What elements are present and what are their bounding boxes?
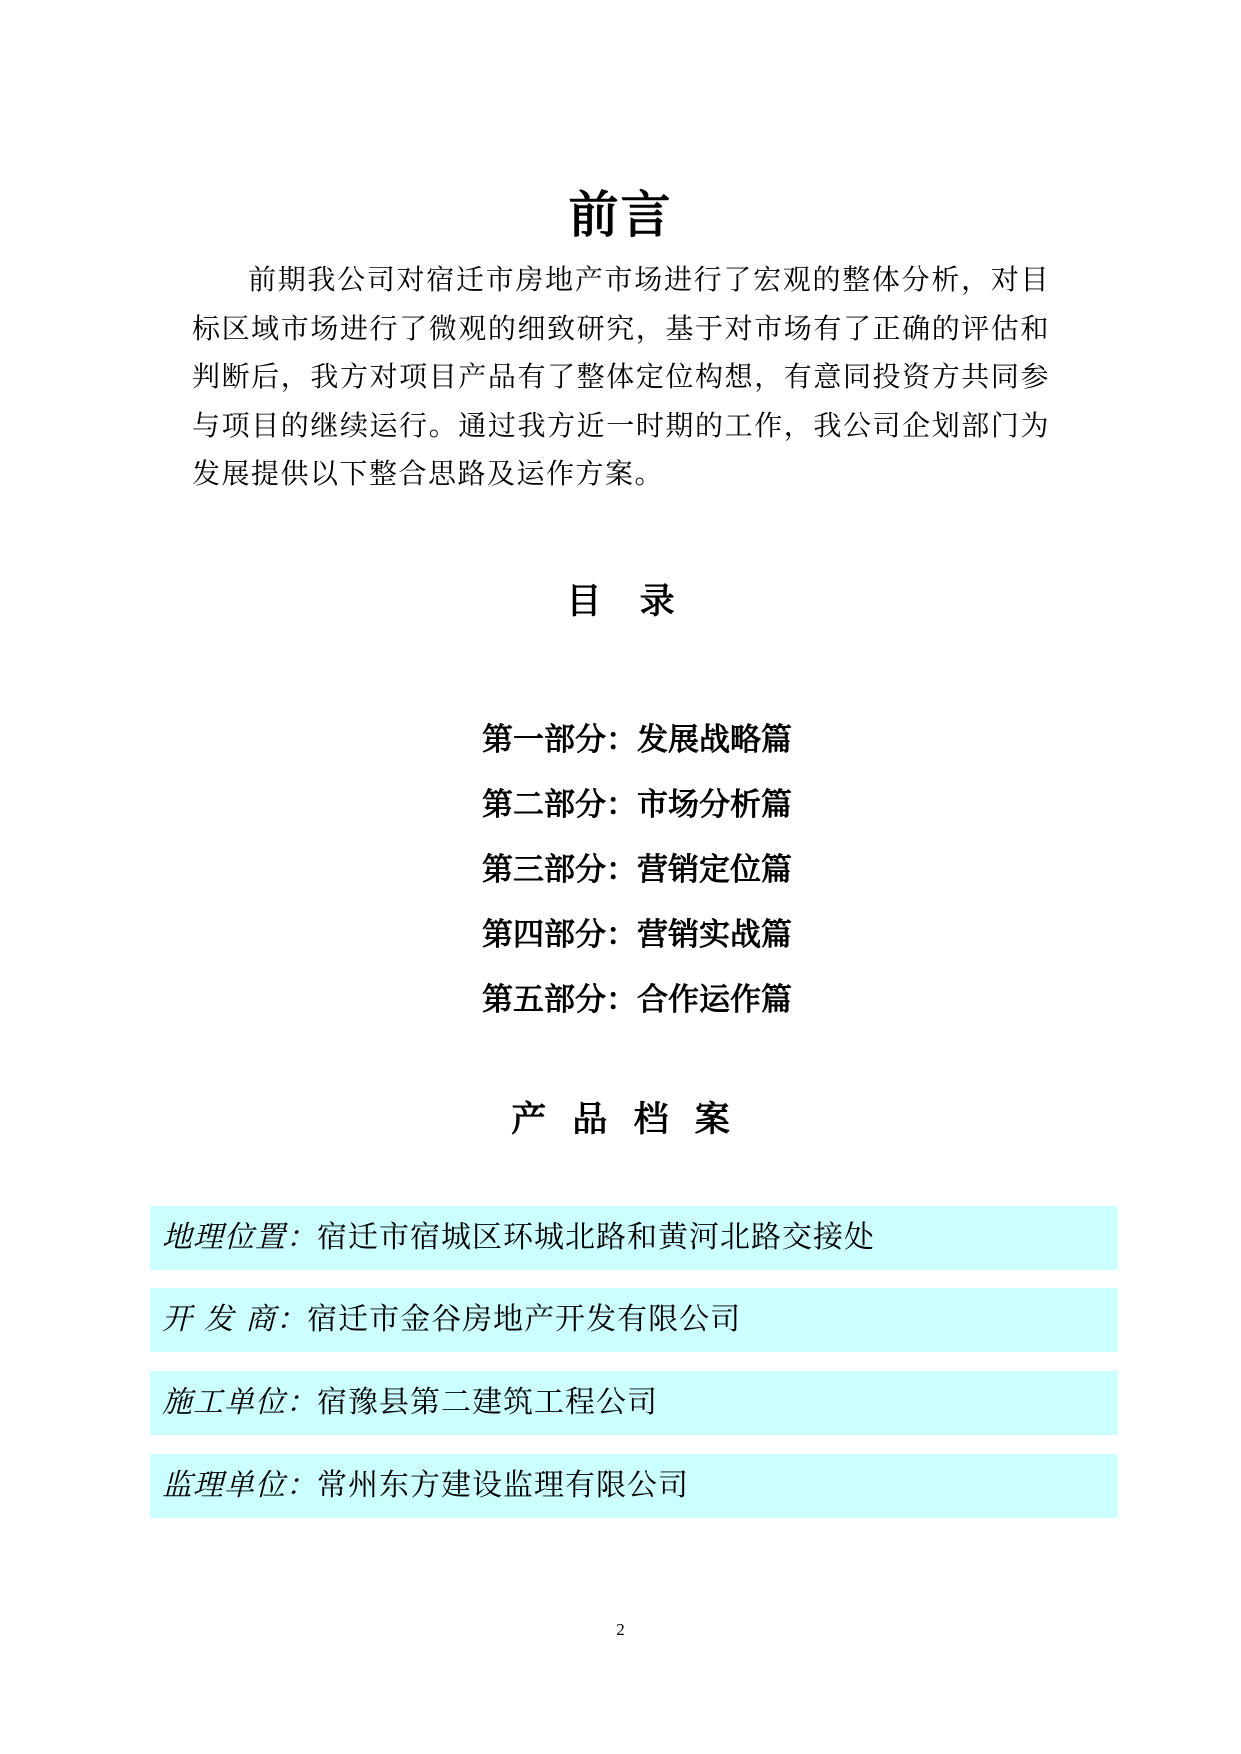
info-value-contractor: 宿豫县第二建筑工程公司 xyxy=(317,1385,658,1420)
toc-title: 目 录 xyxy=(566,582,675,622)
toc-item-part-4: 第四部分：营销实战篇 xyxy=(482,917,792,953)
info-label-developer: 开 发 商： xyxy=(162,1302,308,1337)
preface-body: 前期我公司对宿迁市房地产市场进行了宏观的整体分析，对目标区域市场进行了微观的细致研究，基于对市场有了正确的评估和判断后，我方对项目产品有了整体定位构想，有意同投资方共同参与项目的继续运行。通过我方近一时期的工作，我公司企划部门为发展提供以下整合思路及运作方案。 xyxy=(192,263,1050,490)
product-archive-title: 产 品 档 案 xyxy=(511,1100,730,1140)
info-label-contractor: 施工单位： xyxy=(162,1385,317,1420)
page-number: 2 xyxy=(616,1620,625,1639)
toc-list xyxy=(482,708,792,1033)
info-value-supervisor: 常州东方建设监理有限公司 xyxy=(317,1468,689,1503)
info-label-location: 地理位置： xyxy=(162,1220,317,1255)
info-label-supervisor: 监理单位： xyxy=(162,1468,317,1503)
info-value-developer: 宿迁市金谷房地产开发有限公司 xyxy=(307,1302,742,1337)
info-row-location xyxy=(150,1206,1118,1270)
info-row-supervisor xyxy=(150,1454,1118,1518)
info-row-contractor xyxy=(150,1371,1118,1435)
toc-item-part-5: 第五部分：合作运作篇 xyxy=(482,982,792,1018)
info-value-location: 宿迁市宿城区环城北路和黄河北路交接处 xyxy=(317,1220,875,1255)
info-row-developer xyxy=(150,1288,1118,1352)
toc-item-part-1: 第一部分：发展战略篇 xyxy=(482,722,792,758)
toc-item-part-3: 第三部分：营销定位篇 xyxy=(482,852,792,888)
preface-title: 前言 xyxy=(568,186,673,244)
toc-item-part-2: 第二部分：市场分析篇 xyxy=(482,787,792,823)
